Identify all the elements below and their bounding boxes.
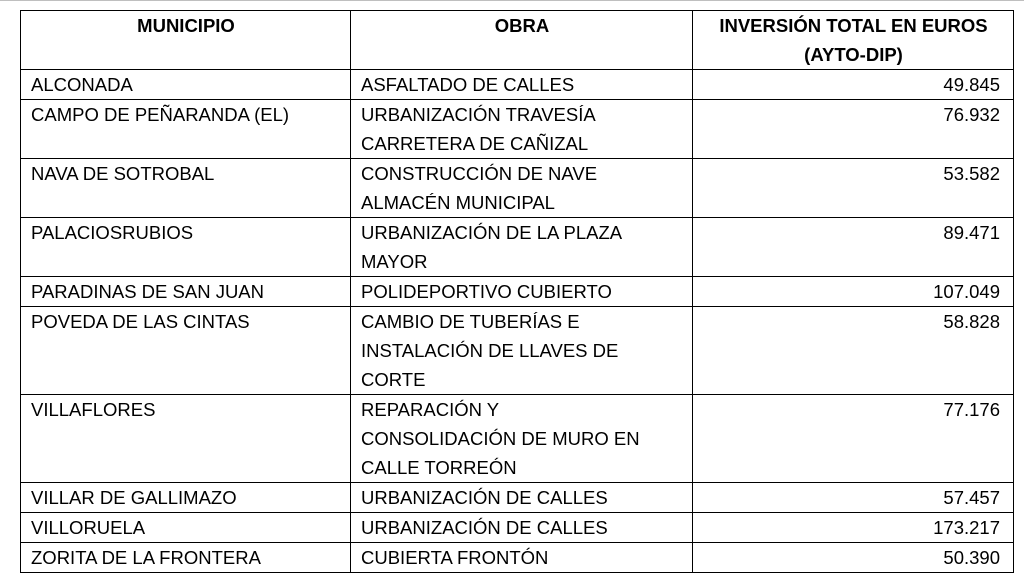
table-row xyxy=(21,218,1014,277)
table-row xyxy=(21,70,1014,100)
cell-municipio: POVEDA DE LAS CINTAS xyxy=(21,307,351,395)
cell-municipio: VILLAR DE GALLIMAZO xyxy=(21,483,351,513)
page-top-border xyxy=(0,0,1024,1)
cell-obra: URBANIZACIÓN DE LA PLAZA MAYOR xyxy=(351,218,693,277)
cell-obra: URBANIZACIÓN DE CALLES xyxy=(351,483,693,513)
table-row xyxy=(21,543,1014,573)
table-row xyxy=(21,100,1014,159)
cell-inversion: 57.457 xyxy=(693,483,1014,513)
cell-inversion: 49.845 xyxy=(693,70,1014,100)
cell-inversion: 173.217 xyxy=(693,513,1014,543)
table-row xyxy=(21,395,1014,483)
cell-obra: CAMBIO DE TUBERÍAS E INSTALACIÓN DE LLAVES DE CORTE xyxy=(351,307,693,395)
table-header-row xyxy=(21,11,1014,70)
cell-municipio: PARADINAS DE SAN JUAN xyxy=(21,277,351,307)
table-row xyxy=(21,307,1014,395)
cell-municipio: VILLORUELA xyxy=(21,513,351,543)
cell-inversion: 76.932 xyxy=(693,100,1014,159)
investment-table xyxy=(20,10,1014,573)
cell-municipio: ZORITA DE LA FRONTERA xyxy=(21,543,351,573)
cell-inversion: 58.828 xyxy=(693,307,1014,395)
table-row xyxy=(21,513,1014,543)
table-row xyxy=(21,277,1014,307)
cell-municipio: NAVA DE SOTROBAL xyxy=(21,159,351,218)
cell-inversion: 77.176 xyxy=(693,395,1014,483)
header-obra: OBRA xyxy=(351,11,693,70)
header-municipio: MUNICIPIO xyxy=(21,11,351,70)
table-row xyxy=(21,483,1014,513)
cell-obra: REPARACIÓN Y CONSOLIDACIÓN DE MURO EN CALLE TORREÓN xyxy=(351,395,693,483)
cell-municipio: PALACIOSRUBIOS xyxy=(21,218,351,277)
cell-municipio: CAMPO DE PEÑARANDA (EL) xyxy=(21,100,351,159)
cell-obra: POLIDEPORTIVO CUBIERTO xyxy=(351,277,693,307)
header-inversion: INVERSIÓN TOTAL EN EUROS (AYTO-DIP) xyxy=(693,11,1014,70)
cell-obra: ASFALTADO DE CALLES xyxy=(351,70,693,100)
cell-inversion: 53.582 xyxy=(693,159,1014,218)
cell-obra: CUBIERTA FRONTÓN xyxy=(351,543,693,573)
table-row xyxy=(21,159,1014,218)
cell-inversion: 50.390 xyxy=(693,543,1014,573)
cell-municipio: VILLAFLORES xyxy=(21,395,351,483)
cell-municipio: ALCONADA xyxy=(21,70,351,100)
cell-inversion: 107.049 xyxy=(693,277,1014,307)
cell-obra: CONSTRUCCIÓN DE NAVE ALMACÉN MUNICIPAL xyxy=(351,159,693,218)
cell-obra: URBANIZACIÓN DE CALLES xyxy=(351,513,693,543)
cell-obra: URBANIZACIÓN TRAVESÍA CARRETERA DE CAÑIZAL xyxy=(351,100,693,159)
cell-inversion: 89.471 xyxy=(693,218,1014,277)
